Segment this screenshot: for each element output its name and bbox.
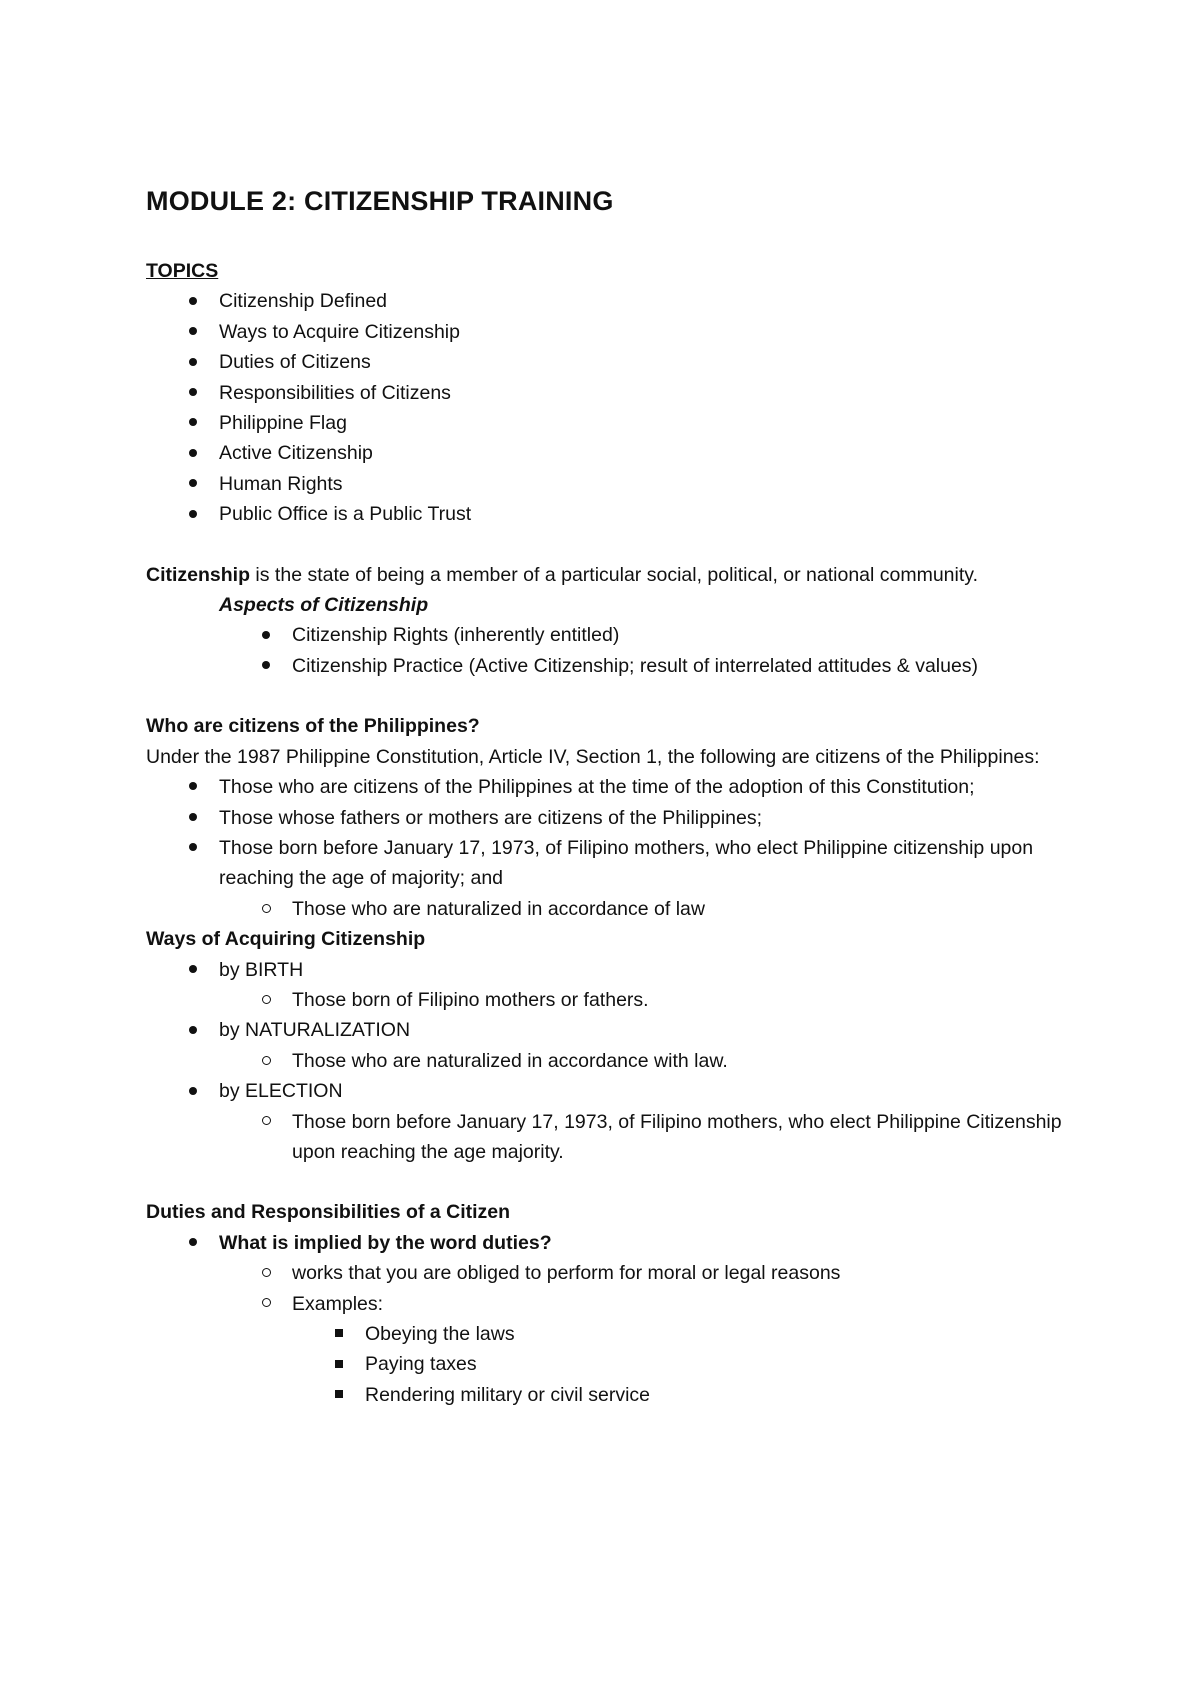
bullet-icon	[183, 286, 203, 316]
aspects-list	[146, 620, 1076, 681]
ways-heading: Ways of Acquiring Citizenship	[146, 928, 426, 951]
bullet-icon	[183, 408, 203, 438]
who-item: Those who are citizens of the Philippines at the time of the adoption of this Constitution;	[146, 772, 1076, 802]
bullet-icon	[183, 803, 203, 833]
ways-list	[146, 955, 1076, 1168]
circle-bullet-icon	[256, 1258, 276, 1288]
ways-detail: Those who are naturalized in accordance with law.	[146, 1046, 1076, 1076]
duties-examples-label: Examples:	[146, 1289, 1076, 1319]
square-bullet-icon	[329, 1319, 349, 1349]
circle-bullet-icon	[256, 1107, 276, 1137]
duties-example: Obeying the laws	[146, 1319, 1076, 1349]
bullet-icon	[183, 833, 203, 863]
square-bullet-icon	[329, 1380, 349, 1410]
circle-bullet-icon	[256, 894, 276, 924]
duties-example: Rendering military or civil service	[146, 1380, 1076, 1410]
duties-example: Paying taxes	[146, 1349, 1076, 1379]
citizenship-term: Citizenship	[146, 563, 251, 586]
circle-bullet-icon	[256, 1289, 276, 1319]
ways-item: by NATURALIZATION	[146, 1015, 1076, 1045]
ways-detail: Those born of Filipino mothers or fathers.	[146, 985, 1076, 1015]
duties-question: What is implied by the word duties?	[146, 1228, 1076, 1258]
aspects-heading: Aspects of Citizenship	[219, 594, 429, 617]
bullet-icon	[183, 378, 203, 408]
ways-item: by BIRTH	[146, 955, 1076, 985]
aspect-item: Citizenship Practice (Active Citizenship; result of interrelated attitudes & values)	[146, 651, 1076, 681]
who-intro: Under the 1987 Philippine Constitution, Article IV, Section 1, the following are citizens of the Philippines:	[146, 745, 1040, 768]
bullet-icon	[256, 651, 276, 681]
ways-item: by ELECTION	[146, 1076, 1076, 1106]
who-heading: Who are citizens of the Philippines?	[146, 715, 480, 738]
circle-bullet-icon	[256, 985, 276, 1015]
topic-item: Public Office is a Public Trust	[146, 499, 1076, 529]
topic-item: Ways to Acquire Citizenship	[146, 317, 1076, 347]
duties-answer: works that you are obliged to perform for moral or legal reasons	[146, 1258, 1076, 1288]
bullet-icon	[183, 347, 203, 377]
topic-item: Citizenship Defined	[146, 286, 1076, 316]
square-bullet-icon	[329, 1349, 349, 1379]
bullet-icon	[183, 438, 203, 468]
topic-item: Active Citizenship	[146, 438, 1076, 468]
citizenship-definition	[146, 560, 1076, 590]
aspect-item: Citizenship Rights (inherently entitled)	[146, 620, 1076, 650]
bullet-icon	[183, 1228, 203, 1258]
bullet-icon	[183, 772, 203, 802]
bullet-icon	[183, 317, 203, 347]
duties-list	[146, 1228, 1076, 1410]
page-title: MODULE 2: CITIZENSHIP TRAINING	[146, 186, 614, 216]
topics-heading: TOPICS	[146, 260, 219, 282]
topic-item: Duties of Citizens	[146, 347, 1076, 377]
bullet-icon	[183, 469, 203, 499]
who-item: Those born before January 17, 1973, of Filipino mothers, who elect Philippine citizenship upon reaching the age of majority; and	[146, 833, 1076, 894]
circle-bullet-icon	[256, 1046, 276, 1076]
bullet-icon	[183, 499, 203, 529]
duties-heading: Duties and Responsibilities of a Citizen	[146, 1201, 511, 1224]
bullet-icon	[183, 1076, 203, 1106]
topic-item: Philippine Flag	[146, 408, 1076, 438]
topics-list	[146, 286, 1076, 529]
bullet-icon	[183, 955, 203, 985]
document-page	[146, 183, 1076, 1410]
bullet-icon	[183, 1015, 203, 1045]
ways-detail: Those born before January 17, 1973, of Filipino mothers, who elect Philippine Citizenship upon reaching the age majority.	[146, 1107, 1076, 1168]
citizenship-definition-text: is the state of being a member of a particular social, political, or national community.	[250, 563, 978, 586]
who-list	[146, 772, 1076, 924]
who-subitem: Those who are naturalized in accordance of law	[146, 894, 1076, 924]
bullet-icon	[256, 620, 276, 650]
topic-item: Responsibilities of Citizens	[146, 378, 1076, 408]
topic-item: Human Rights	[146, 469, 1076, 499]
who-item: Those whose fathers or mothers are citizens of the Philippines;	[146, 803, 1076, 833]
